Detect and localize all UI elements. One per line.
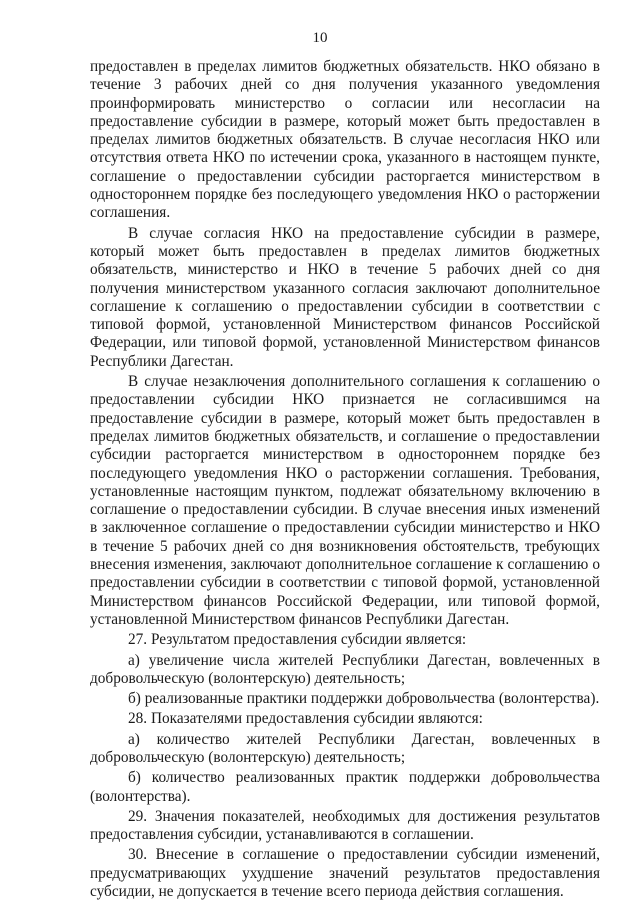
clause-29: 29. Значения показателей, необходимых для достижения результатов предоставления субсидии, устанавливаются в соглашении.	[90, 807, 600, 844]
document-body	[90, 58, 600, 903]
clause-30: 30. Внесение в соглашение о предоставлении субсидии изменений, предусматривающих ухудшение значений результатов предоставления субсидии, не допускается в течение всего периода действия соглашения.	[90, 846, 600, 901]
clause-28-item-b: б) количество реализованных практик поддержки добровольчества (волонтерства).	[90, 769, 600, 805]
paragraph-2: В случае согласия НКО на предоставление субсидии в размере, который может быть предоставлен в пределах лимитов бюджетных обязательств, министерство и НКО в течение 5 рабочих дней со дня получения министерством указанного согласия заключают дополнительное соглашение к соглашению о предоставлении субсидии в соответствии с типовой формой, установленной Министерством финансов Российской Федерации, или типовой формой, установленной Министерством финансов Республики Дагестан.	[90, 224, 600, 370]
clause-27-item-b: б) реализованные практики поддержки добровольчества (волонтерства).	[128, 690, 600, 708]
clause-27-item-a: а) увеличение числа жителей Республики Дагестан, вовлеченных в добровольческую (волонтерскую) деятельность;	[90, 651, 600, 687]
page-number: 10	[312, 30, 328, 46]
clause-28-item-a: а) количество жителей Республики Дагестан, вовлеченных в добровольческую (волонтерскую) деятельность;	[90, 730, 600, 766]
clause-28: 28. Показателями предоставления субсидии являются:	[128, 710, 483, 728]
paragraph-1: предоставлен в пределах лимитов бюджетных обязательств. НКО обязано в течение 3 рабочих дней со дня получения указанного уведомления проинформировать министерство о согласии или несогласии на предоставление субсидии в размере, который может быть предоставлен в пределах лимитов бюджетных обязательств. В случае несогласия НКО или отсутствия ответа НКО по истечении срока, указанного в настоящем пункте, соглашение о предоставлении субсидии расторгается министерством в одностороннем порядке без последующего уведомления НКО о расторжении соглашения.	[90, 58, 600, 222]
clause-27: 27. Результатом предоставления субсидии является:	[128, 631, 467, 649]
paragraph-3: В случае незаключения дополнительного соглашения к соглашению о предоставлении субсидии НКО признается не согласившимся на предоставление субсидии в размере, который может быть предоставлен в пределах лимитов бюджетных обязательств, и соглашение о предоставлении субсидии расторгается министерством в одностороннем порядке без последующего уведомления НКО о расторжении соглашения. Требования, установленные настоящим пунктом, подлежат обязательному включению в соглашение о предоставлении субсидии. В случае внесения иных изменений в заключенное соглашение о предоставлении субсидии министерство и НКО в течение 5 рабочих дней со дня возникновения обстоятельств, требующих внесения изменения, заключают дополнительное соглашение к соглашению о предоставлении субсидии в соответствии с типовой формой, установленной Министерством финансов Российской Федерации, или типовой формой, установленной Министерством финансов Республики Дагестан.	[90, 373, 600, 628]
